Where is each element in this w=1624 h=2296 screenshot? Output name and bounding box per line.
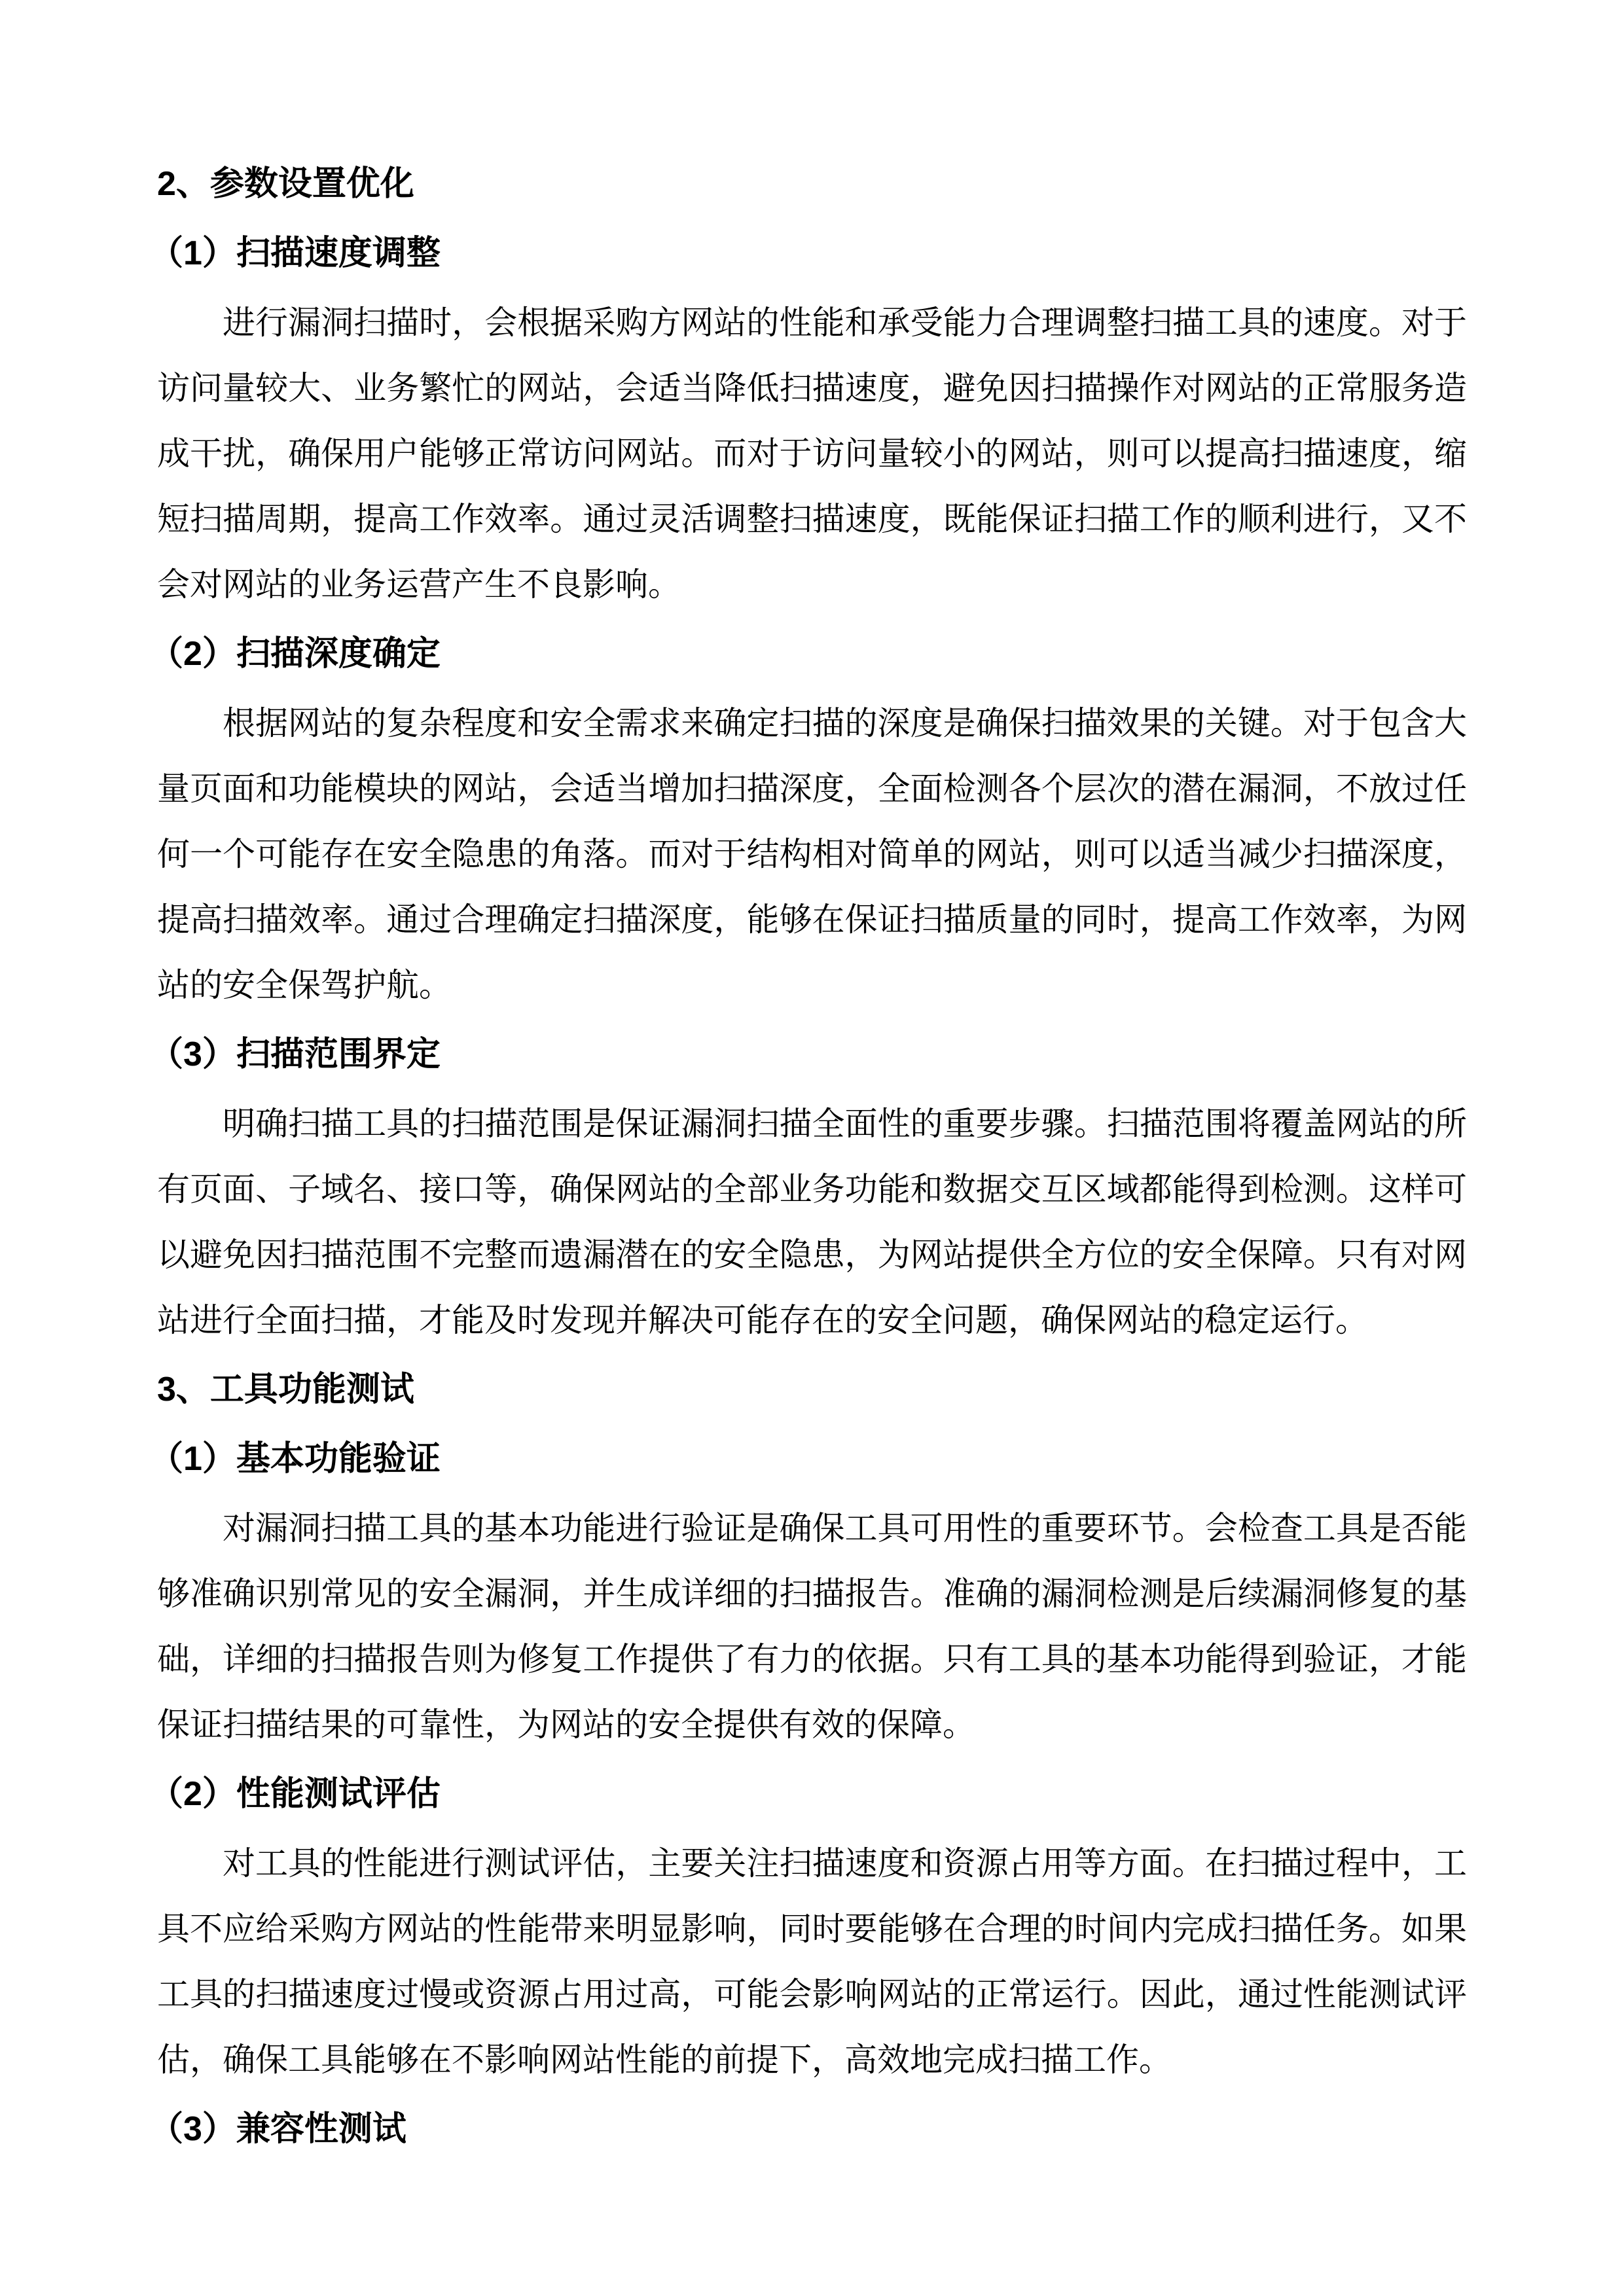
section-heading-tool-function-test: 3、工具功能测试 bbox=[157, 1371, 414, 1408]
paragraph-scan-scope: 明确扫描工具的扫描范围是保证漏洞扫描全面性的重要步骤。扫描范围将覆盖网站的所有页面、子域名、接口等，确保网站的全部业务功能和数据交互区域都能得到检测。这样可以避免因扫描范围不完整而遗漏潜在的安全隐患，为网站提供全方位的安全保障。只有对网站进行全面扫描，才能及时发现并解决可能存在的安全问题，确保网站的稳定运行。 bbox=[157, 1105, 1467, 1338]
subheading-performance-test-evaluate: （2）性能测试评估 bbox=[149, 1775, 441, 1813]
paragraph-basic-function: 对漏洞扫描工具的基本功能进行验证是确保工具可用性的重要环节。会检查工具是否能够准确识别常见的安全漏洞，并生成详细的扫描报告。准确的漏洞检测是后续漏洞修复的基础，详细的扫描报告则为修复工作提供了有力的依据。只有工具的基本功能得到验证，才能保证扫描结果的可靠性，为网站的安全提供有效的保障。 bbox=[157, 1510, 1467, 1743]
subheading-compatibility-test: （3）兼容性测试 bbox=[149, 2110, 406, 2148]
section-heading-parameter-optimization: 2、参数设置优化 bbox=[157, 165, 414, 203]
subheading-basic-function-verify: （1）基本功能验证 bbox=[149, 1440, 441, 1478]
subheading-scan-speed-adjust: （1）扫描速度调整 bbox=[149, 234, 441, 272]
subheading-scan-depth-determine: （2）扫描深度确定 bbox=[149, 635, 441, 673]
paragraph-performance-test: 对工具的性能进行测试评估，主要关注扫描速度和资源占用等方面。在扫描过程中，工具不应给采购方网站的性能带来明显影响，同时要能够在合理的时间内完成扫描任务。如果工具的扫描速度过慢或资源占用过高，可能会影响网站的正常运行。因此，通过性能测试评估，确保工具能够在不影响网站性能的前提下，高效地完成扫描工作。 bbox=[157, 1845, 1467, 2078]
subheading-scan-scope-define: （3）扫描范围界定 bbox=[149, 1035, 441, 1073]
paragraph-scan-depth: 根据网站的复杂程度和安全需求来确定扫描的深度是确保扫描效果的关键。对于包含大量页面和功能模块的网站，会适当增加扫描深度，全面检测各个层次的潜在漏洞，不放过任何一个可能存在安全隐患的角落。而对于结构相对简单的网站，则可以适当减少扫描深度，提高扫描效率。通过合理确定扫描深度，能够在保证扫描质量的同时，提高工作效率，为网站的安全保驾护航。 bbox=[157, 705, 1467, 1003]
paragraph-scan-speed: 进行漏洞扫描时，会根据采购方网站的性能和承受能力合理调整扫描工具的速度。对于访问量较大、业务繁忙的网站，会适当降低扫描速度，避免因扫描操作对网站的正常服务造成干扰，确保用户能够正常访问网站。而对于访问量较小的网站，则可以提高扫描速度，缩短扫描周期，提高工作效率。通过灵活调整扫描速度，既能保证扫描工作的顺利进行，又不会对网站的业务运营产生不良影响。 bbox=[157, 304, 1467, 603]
